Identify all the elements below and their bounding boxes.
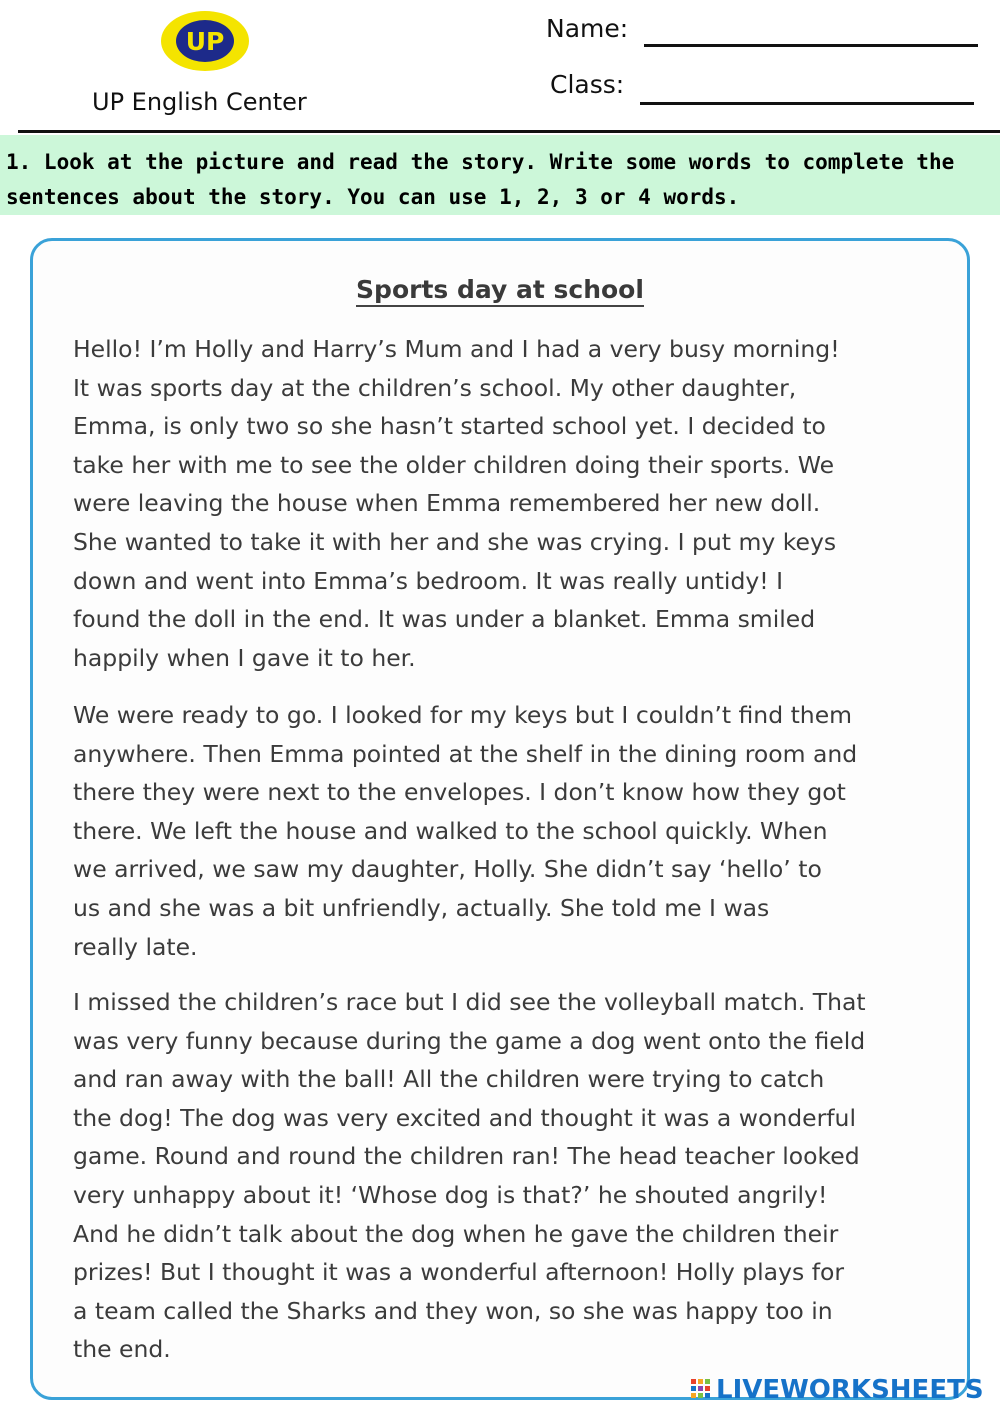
story-line: the end. xyxy=(73,1335,171,1364)
story-title-text: Sports day at school xyxy=(356,275,644,307)
story-line: It was sports day at the children’s school. My other daughter, xyxy=(73,373,797,402)
story-line: and ran away with the ball! All the children were trying to catch xyxy=(73,1065,825,1094)
up-logo xyxy=(160,10,250,72)
story-line: anywhere. Then Emma pointed at the shelf in the dining room and xyxy=(73,739,858,768)
story-line: found the doll in the end. It was under a blanket. Emma smiled xyxy=(73,605,816,634)
story-line: was very funny because during the game a dog went onto the field xyxy=(73,1026,866,1055)
class-label: Class: xyxy=(550,70,625,99)
instruction-line-1: 1. Look at the picture and read the story. Write some words to complete the xyxy=(6,150,955,174)
story-line: take her with me to see the older children doing their sports. We xyxy=(73,450,835,479)
story-line: there they were next to the envelopes. I don’t know how they got xyxy=(73,778,846,807)
story-paragraph-1 xyxy=(73,330,923,677)
logo-text: UP xyxy=(185,27,225,56)
story-line: down and went into Emma’s bedroom. It was really untidy! I xyxy=(73,566,784,595)
liveworksheets-text: LIVEWORKSHEETS xyxy=(716,1375,984,1405)
name-field[interactable] xyxy=(644,44,978,47)
story-line: really late. xyxy=(73,932,198,961)
class-field[interactable] xyxy=(640,102,974,105)
story-line: Emma, is only two so she hasn’t started school yet. I decided to xyxy=(73,412,826,441)
instructions-box xyxy=(0,135,1000,215)
story-line: And he didn’t talk about the dog when he gave the children their xyxy=(73,1219,839,1248)
instruction-line-2: sentences about the story. You can use 1, 2, 3 or 4 words. xyxy=(6,185,740,209)
liveworksheets-brand[interactable] xyxy=(690,1374,990,1406)
story-line: we arrived, we saw my daughter, Holly. She didn’t say ‘hello’ to xyxy=(73,855,822,884)
header-divider xyxy=(18,130,1000,133)
story-line: We were ready to go. I looked for my keys but I couldn’t find them xyxy=(73,701,853,729)
story-title xyxy=(0,275,1000,304)
story-line: the dog! The dog was very excited and thought it was a wonderful xyxy=(73,1103,856,1132)
story-line: happily when I gave it to her. xyxy=(73,643,416,672)
story-line: us and she was a bit unfriendly, actually. She told me I was xyxy=(73,893,770,922)
story-line: Hello! I’m Holly and Harry’s Mum and I had a very busy morning! xyxy=(73,335,840,363)
story-line: there. We left the house and walked to the school quickly. When xyxy=(73,816,828,845)
story-paragraph-2 xyxy=(73,696,923,966)
story-line: game. Round and round the children ran! The head teacher looked xyxy=(73,1142,860,1171)
story-line: I missed the children’s race but I did see the volleyball match. That xyxy=(73,988,866,1016)
story-line: prizes! But I thought it was a wonderful afternoon! Holly plays for xyxy=(73,1258,845,1287)
story-line: were leaving the house when Emma remembered her new doll. xyxy=(73,489,821,518)
story-line: a team called the Sharks and they won, so she was happy too in xyxy=(73,1296,833,1325)
story-line: She wanted to take it with her and she was crying. I put my keys xyxy=(73,527,837,556)
name-label: Name: xyxy=(546,14,629,43)
story-line: very unhappy about it! ‘Whose dog is that?’ he shouted angrily! xyxy=(73,1180,828,1209)
liveworksheets-logo-icon xyxy=(690,1377,712,1403)
story-paragraph-3 xyxy=(73,983,923,1369)
center-name: UP English Center xyxy=(92,88,307,116)
